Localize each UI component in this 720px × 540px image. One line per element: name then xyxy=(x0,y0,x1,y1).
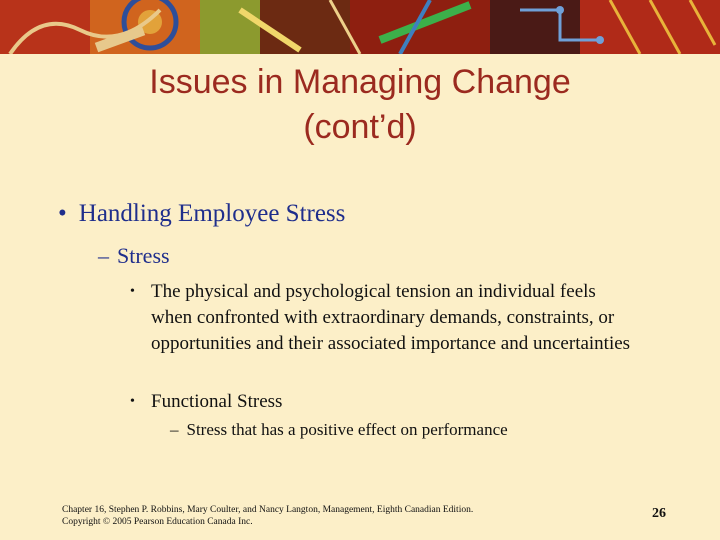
bullet-marker: • xyxy=(58,200,67,227)
footer-copyright: Copyright © 2005 Pearson Education Canada Inc. xyxy=(62,517,253,527)
dash-marker: – xyxy=(170,420,179,439)
subbullet-stress xyxy=(98,243,170,269)
title-line-1: Issues in Managing Change xyxy=(149,63,571,101)
title-line-2: (cont’d) xyxy=(303,108,417,146)
dash-marker: – xyxy=(98,243,109,268)
slide-footer xyxy=(62,504,473,528)
subbullet-text: Stress xyxy=(117,243,170,268)
functional-stress-item xyxy=(130,389,631,415)
footer-citation: Chapter 16, Stephen P. Robbins, Mary Coulter, and Nancy Langton, Management, Eighth Canadian Edition. xyxy=(62,505,474,515)
functional-stress-text: Functional Stress xyxy=(151,391,283,412)
bullet-text: Handling Employee Stress xyxy=(78,200,346,227)
bullet-marker: • xyxy=(130,284,135,299)
page-number: 26 xyxy=(652,506,666,521)
definition-text: The physical and psychological tension an individual feels when confronted with extraordinary demands, constraints, or opportunities and their associated importance and uncertainties xyxy=(151,281,631,354)
bullet-handling-stress xyxy=(58,200,345,228)
functional-stress-detail xyxy=(170,420,508,440)
stress-definition xyxy=(130,279,631,357)
detail-text: Stress that has a positive effect on performance xyxy=(186,420,508,439)
bullet-marker: • xyxy=(130,394,135,409)
